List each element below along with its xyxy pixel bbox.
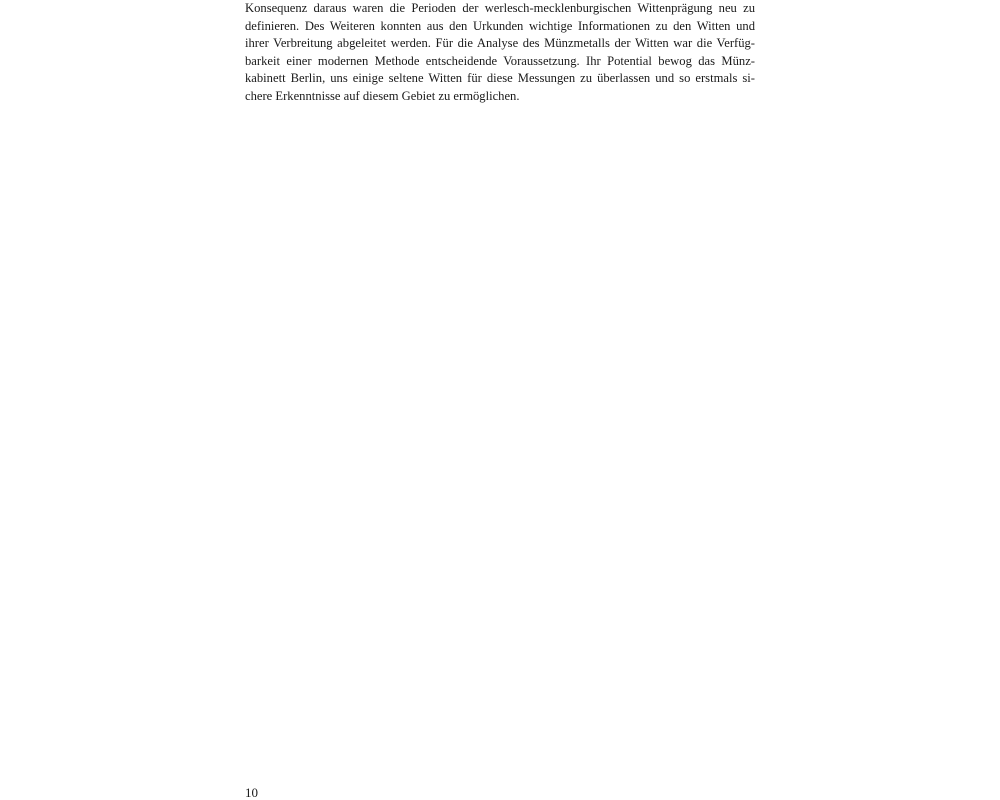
paragraph-line: definieren. Des Weiteren konnten aus den Urkunden wichtige Informationen zu den Witten und [245, 18, 755, 33]
page-number: 10 [245, 785, 258, 800]
paragraph-line: chere Erkenntnisse auf diesem Gebiet zu ermöglichen. [245, 88, 520, 103]
paragraph-line: Konsequenz daraus waren die Perioden der werlesch-mecklenburgischen Wittenprägung neu zu [245, 1, 755, 15]
paragraph-line: kabinett Berlin, uns einige seltene Witten für diese Messungen zu überlassen und so erstmals si- [245, 71, 755, 86]
paragraph-line: ihrer Verbreitung abgeleitet werden. Für die Analyse des Münzmetalls der Witten war die Verfüg- [245, 36, 755, 51]
paragraph-line: barkeit einer modernen Methode entscheidende Voraussetzung. Ihr Potential bewog das Münz- [245, 53, 755, 68]
body-paragraph [245, 0, 755, 106]
